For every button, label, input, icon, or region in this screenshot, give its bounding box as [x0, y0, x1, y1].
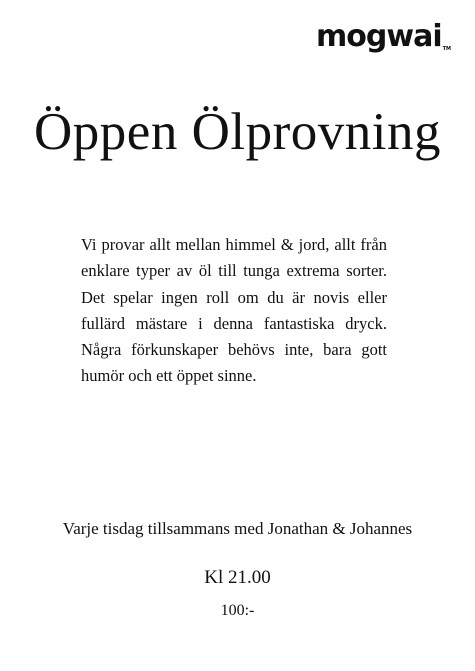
event-schedule: Varje tisdag tillsammans med Jonathan & Johannes: [62, 519, 413, 538]
brand-logo: [316, 19, 451, 54]
event-price: 100:-: [220, 602, 255, 619]
trademark-mark: TM: [442, 46, 451, 52]
poster-title: Öppen Ölprovning: [34, 103, 441, 161]
logo-wordmark: mogwai: [316, 19, 442, 54]
event-description: Vi provar allt mellan himmel & jord, allt från enklare typer av öl till tunga extrema sorter. Det spelar ingen roll om du är novis eller fullärd mästare i denna fantastiska dryck. Några förkunskaper behövs inte, bara gott humör och ett öppet sinne.: [81, 235, 387, 386]
event-time: Kl 21.00: [204, 567, 271, 588]
